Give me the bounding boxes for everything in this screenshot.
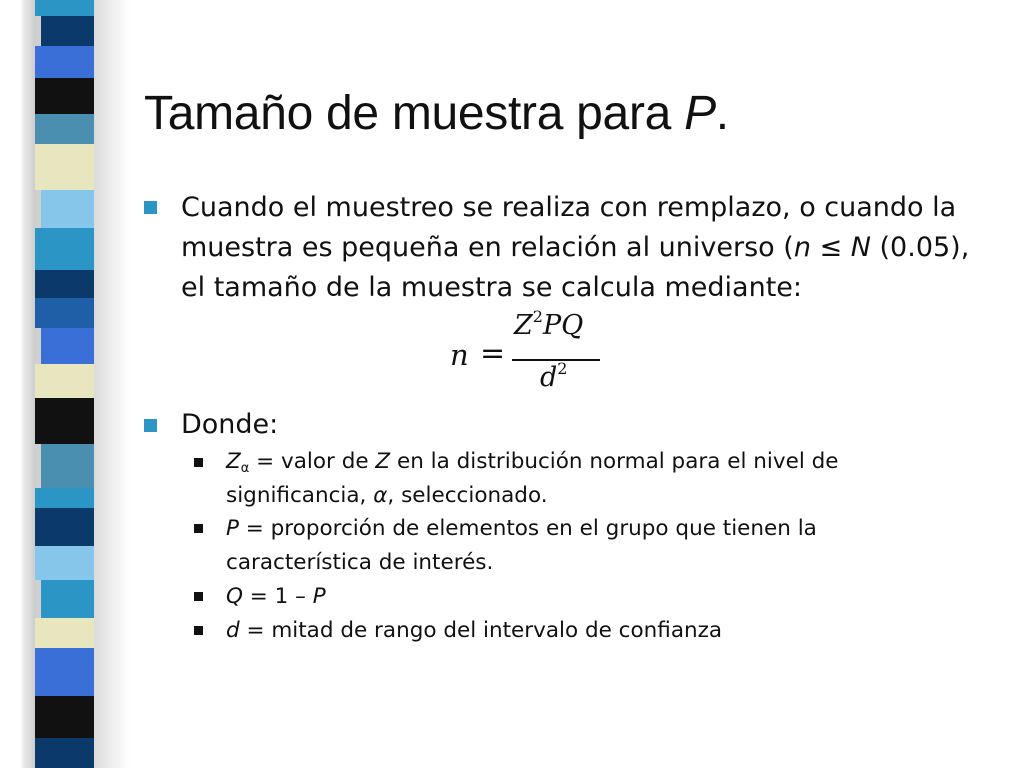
decorative-tile [35, 46, 94, 78]
decorative-tile [35, 114, 94, 144]
small-square-icon [194, 626, 203, 635]
decorative-tile [41, 190, 94, 228]
filled-square-icon [144, 419, 157, 432]
decorative-tile [35, 648, 94, 696]
bullet-line: muestra es pequeña en relación al universo (n ≤ N (0.05), [181, 232, 970, 263]
definition-z-alpha [226, 445, 986, 513]
decorative-tile [35, 488, 94, 508]
small-square-icon [194, 592, 203, 601]
formula-lhs: n [450, 338, 469, 372]
decorative-tile [41, 444, 94, 488]
decorative-tile [41, 328, 94, 364]
formula-numerator: $Z^2PQ$ [514, 307, 584, 341]
definition-line: significancia, α, seleccionado. [226, 483, 548, 508]
definition-q [226, 580, 986, 614]
decorative-tile [35, 144, 94, 190]
definition-line: característica de interés. [226, 550, 494, 575]
small-square-icon [194, 458, 203, 467]
decorative-tile [41, 16, 94, 46]
definition-line: Q = 1 – P [226, 584, 326, 609]
definition-line: P = proporción de elementos en el grupo que tienen la [226, 516, 817, 541]
decorative-tile [35, 364, 94, 398]
decorative-tile [35, 696, 94, 738]
decorative-tile [35, 298, 94, 328]
decorative-tile [35, 270, 94, 298]
filled-square-icon [144, 201, 157, 214]
decorative-tile [35, 508, 94, 546]
definition-line: $Z_\alpha$ = valor de Z en la distribución normal para el nivel de [226, 449, 839, 476]
decorative-tile [35, 738, 94, 768]
slide-title: Tamaño de muestra para P. [144, 87, 729, 140]
bullet-line: Cuando el muestreo se realiza con remplazo, o cuando la [181, 192, 957, 223]
decorative-tile [35, 228, 94, 270]
small-square-icon [194, 524, 203, 533]
definition-p [226, 512, 986, 580]
decorative-tile [35, 0, 94, 16]
formula-denominator: $d^2$ [540, 359, 568, 393]
bullet-muestreo-paragraph [181, 188, 991, 308]
formula-equals: = [480, 336, 506, 371]
decorative-tile [41, 580, 94, 618]
definition-line: d = mitad de rango del intervalo de confianza [226, 618, 723, 643]
decorative-tile [35, 398, 94, 444]
sample-size-formula [446, 307, 616, 400]
bullet-line: el tamaño de la muestra se calcula mediante: [181, 272, 802, 303]
decorative-tile-strip [35, 0, 94, 768]
definition-d [226, 614, 986, 648]
decorative-tile [35, 618, 94, 648]
decorative-tile [35, 78, 94, 114]
bullet-donde: Donde: [181, 409, 279, 440]
decorative-tile [35, 546, 94, 580]
fraction-bar [512, 359, 600, 361]
